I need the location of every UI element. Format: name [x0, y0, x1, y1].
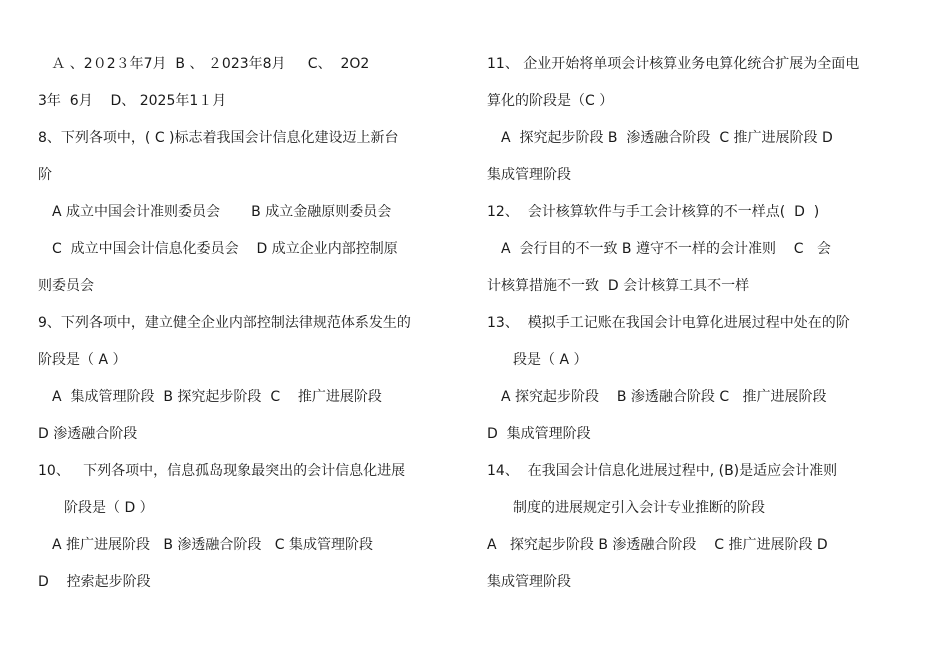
text-line: C 成立中国会计信息化委员会 D 成立企业内部控制原 — [52, 241, 398, 257]
left-column — [38, 46, 478, 601]
text-line: A 成立中国会计准则委员会 B 成立金融原则委员会 — [52, 204, 392, 220]
text-line: 14、 在我国会计信息化进展过程中, (B)是适应会计准则 — [487, 463, 838, 479]
text-line: D 渗透融合阶段 — [38, 426, 138, 442]
text-line: 9、下列各项中，建立健全企业内部控制法律规范体系发生的 — [38, 315, 411, 331]
text-line: 10、 下列各项中，信息孤岛现象最突出的会计信息化进展 — [38, 463, 406, 479]
text-line: Ａ 、2０2３年7月 B 、 ２023年8月 C、 2O2 — [38, 56, 370, 72]
text-line: 11、 企业开始将单项会计核算业务电算化统合扩展为全面电 — [487, 56, 860, 72]
text-line: 集成管理阶段 — [487, 574, 571, 590]
text-line: 制度的进展规定引入会计专业推断的阶段 — [513, 500, 765, 516]
text-line: A 探究起步阶段 B 渗透融合阶段 C 推广进展阶段 — [501, 389, 827, 405]
right-column — [487, 46, 917, 601]
text-line: 12、 会计核算软件与手工会计核算的不一样点( D ) — [487, 204, 820, 220]
text-line: 计核算措施不一致 D 会计核算工具不一样 — [487, 278, 750, 294]
text-line: 段是（ A ） — [513, 352, 588, 368]
text-line: 则委员会 — [38, 278, 94, 294]
text-line: 阶 — [38, 167, 52, 183]
text-line: 算化的阶段是（C ） — [487, 93, 614, 109]
text-line: A 会行目的不一致 B 遵守不一样的会计准则 C 会 — [501, 241, 831, 257]
text-line: 阶段是（ A ） — [38, 352, 127, 368]
text-line: 3年 6月 D、 2025年1１月 — [38, 93, 227, 109]
text-line: D 集成管理阶段 — [487, 426, 591, 442]
text-line: A 集成管理阶段 B 探究起步阶段 C 推广进展阶段 — [52, 389, 382, 405]
text-line: 13、 模拟手工记账在我国会计电算化进展过程中处在的阶 — [487, 315, 850, 331]
text-line: 8、下列各项中，( C )标志着我国会计信息化建设迈上新台 — [38, 130, 399, 146]
text-line: A 推广进展阶段 B 渗透融合阶段 C 集成管理阶段 — [52, 537, 374, 553]
text-line: 阶段是（ D ） — [64, 500, 154, 516]
text-line: D 控索起步阶段 — [38, 574, 151, 590]
text-line: 集成管理阶段 — [487, 167, 571, 183]
text-line: A 探究起步阶段 B 渗透融合阶段 C 推广进展阶段 D — [501, 130, 833, 146]
text-line: A 探究起步阶段 B 渗透融合阶段 C 推广进展阶段 D — [487, 537, 828, 553]
